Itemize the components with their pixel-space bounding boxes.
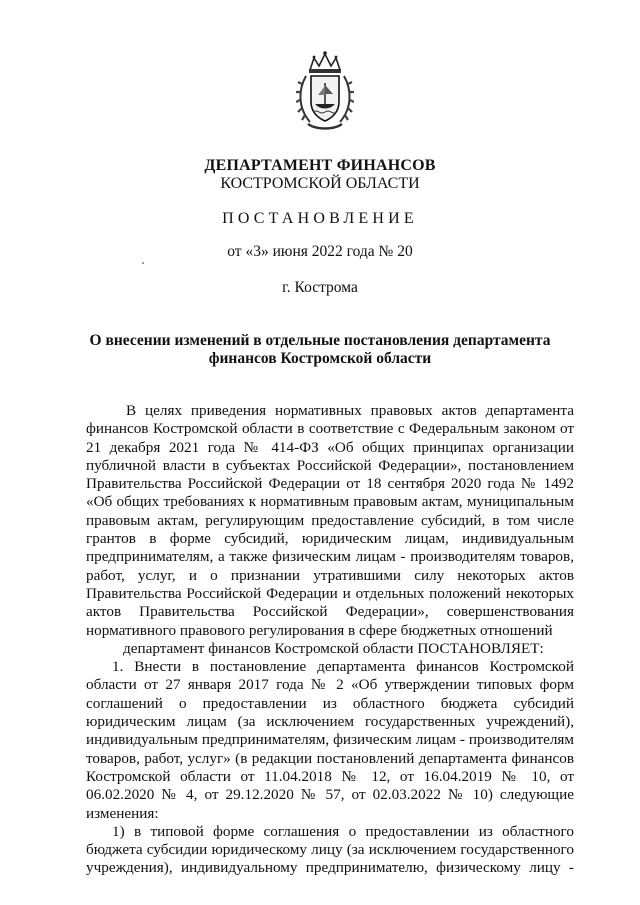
body-line: 1. Внести в постановление департамента финансов Костромской bbox=[112, 658, 574, 676]
body-line: изменения: bbox=[86, 804, 159, 822]
body-line: правовым актам, регулирующим предоставление субсидий, в том числе bbox=[86, 511, 574, 529]
body-line: работ, услуг, и о признании утратившими силу некоторых актов bbox=[86, 566, 574, 584]
body-line: 1) в типовой форме соглашения о предоставлении из областного bbox=[112, 822, 574, 840]
region-title: КОСТРОМСКОЙ ОБЛАСТИ bbox=[220, 175, 420, 192]
body-line: финансов Костромской области в соответствие с Федеральным законом от bbox=[86, 420, 574, 438]
body-line: актов Правительства Российской Федерации», совершенствования bbox=[86, 603, 574, 621]
body-line: Костромской области от 11.04.2018 № 12, от 16.04.2019 № 10, от bbox=[86, 767, 574, 785]
body-line: публичной власти в субъектах Российской Федерации», постановлением bbox=[86, 456, 574, 474]
document-date: от «3» июня 2022 года № 20 bbox=[227, 243, 413, 260]
body-line: В целях приведения нормативных правовых актов департамента bbox=[126, 402, 574, 419]
body-line: индивидуальным предпринимателям, физическим лицам - производителям bbox=[86, 731, 574, 749]
document-type: ПОСТАНОВЛЕНИЕ bbox=[222, 210, 418, 227]
document-city: г. Кострома bbox=[282, 279, 358, 296]
document-subject-line-2: финансов Костромской области bbox=[208, 350, 432, 367]
body-line: юридическим лицам (за исключением государственных учреждений), bbox=[86, 713, 574, 731]
document-body bbox=[86, 402, 574, 878]
body-line: нормативного правового регулирования в сфере бюджетных отношений bbox=[86, 621, 553, 639]
document-subject-line-1: О внесении изменений в отдельные постановления департамента bbox=[89, 332, 551, 349]
body-line: бюджета субсидии юридическому лицу (за исключением государственного bbox=[86, 841, 574, 859]
coat-of-arms-icon bbox=[296, 50, 354, 132]
department-title: ДЕПАРТАМЕНТ ФИНАНСОВ bbox=[204, 157, 436, 174]
body-line: учреждения), индивидуальному предпринимателю, физическому лицу - bbox=[86, 859, 574, 877]
body-line: 21 декабря 2021 года № 414-ФЗ «Об общих принципах организации bbox=[86, 438, 574, 456]
scan-speck bbox=[142, 262, 144, 264]
body-line: предпринимателям, а также физическим лицам - производителям товаров, bbox=[86, 548, 574, 566]
body-line: «Об общих требованиях к нормативным правовым актам, муниципальным bbox=[86, 493, 574, 511]
body-line: Правительства Российской Федерации и отдельных положений некоторых bbox=[86, 584, 574, 602]
body-line: товаров, работ, услуг» (в редакции постановлений департамента финансов bbox=[86, 749, 574, 767]
body-line: департамент финансов Костромской области ПОСТАНОВЛЯЕТ: bbox=[123, 639, 544, 657]
body-line: Правительства Российской Федерации от 18 сентября 2020 года № 1492 bbox=[86, 475, 574, 493]
body-line: грантов в форме субсидий, юридическим лицам, индивидуальным bbox=[86, 530, 574, 548]
body-line: соглашений о предоставлении из областного бюджета субсидий bbox=[86, 694, 574, 712]
body-line: области от 27 января 2017 года № 2 «Об утверждении типовых форм bbox=[86, 676, 574, 694]
body-line: 06.02.2020 № 4, от 29.12.2020 № 57, от 02.03.2022 № 10) следующие bbox=[86, 786, 574, 804]
